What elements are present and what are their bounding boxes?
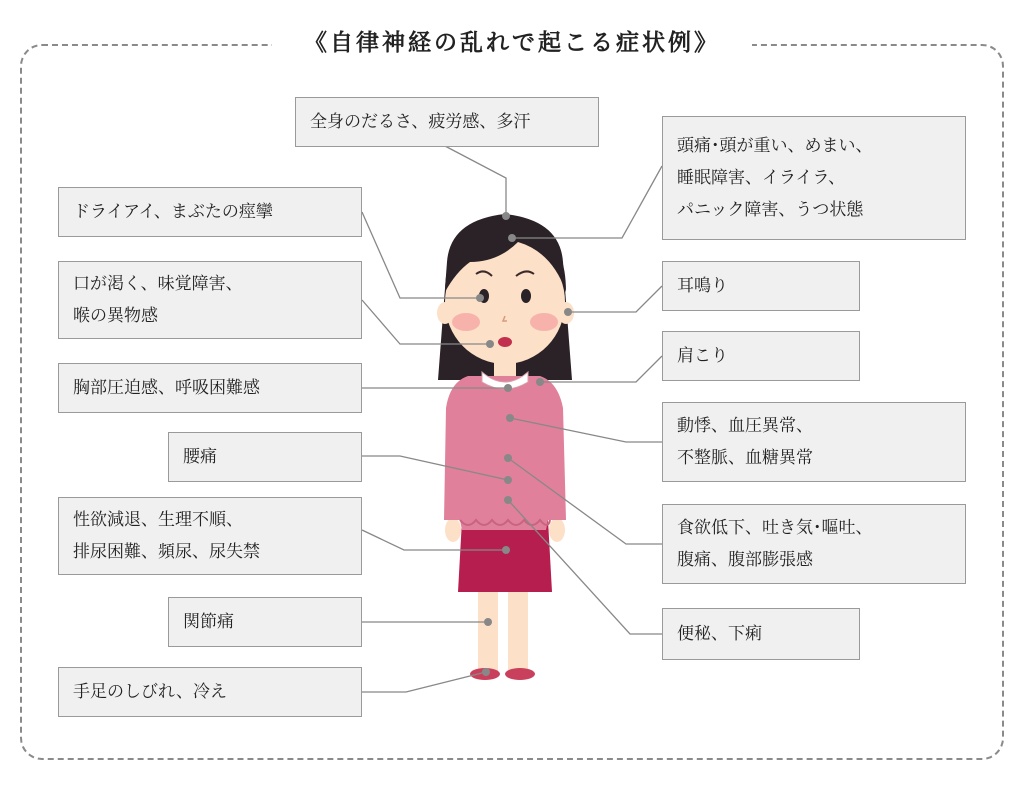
left-leg [478,590,498,672]
symptom-box-pelvis [58,497,362,575]
symptom-text: 頭痛･頭が重い、めまい、 [677,136,873,156]
symptom-box-limbs [58,667,362,717]
right-leg [508,590,528,672]
symptom-text: 睡眠障害、イライラ、 [677,168,846,188]
symptom-text: 腹痛、腹部膨張感 [677,550,813,570]
symptom-box-shoulders [662,331,860,381]
symptom-text: ドライアイ、まぶたの痙攣 [73,202,273,222]
left-hand [445,518,461,542]
symptom-text: 関節痛 [183,612,234,632]
symptom-box-lower-back [168,432,362,482]
line-ears [568,286,662,312]
right-cheek [530,313,558,331]
diagram-title: 《自律神経の乱れで起こる症状例》 [272,24,752,62]
sweater [444,376,566,530]
symptom-text: 胸部圧迫感、呼吸困難感 [73,378,260,398]
symptom-text: 不整脈、血糖異常 [677,448,813,468]
dot-mouth [486,340,494,348]
symptom-text: 便秘、下痢 [677,624,762,644]
symptom-text: 喉の異物感 [73,306,158,326]
line-limbs [362,672,486,692]
woman-illustration [437,214,574,680]
dot-eyes [476,294,484,302]
symptom-text: 動悸、血圧異常、 [677,416,813,436]
symptom-text: 耳鳴り [677,276,728,296]
symptom-text: 食欲低下、吐き気･嘔吐、 [677,518,873,538]
symptom-box-head [662,116,966,240]
dot-joints [484,618,492,626]
symptom-text: 口が渇く、味覚障害、 [73,274,243,294]
symptom-box-heart [662,402,966,482]
right-eye [521,289,531,303]
dot-whole-body [502,212,510,220]
line-whole-body [445,146,506,214]
dot-heart [506,414,514,422]
symptom-box-ears [662,261,860,311]
symptom-box-chest [58,363,362,413]
dot-ears [564,308,572,316]
dot-pelvis [502,546,510,554]
left-cheek [452,313,480,331]
symptom-box-eyes [58,187,362,237]
right-hand [549,518,565,542]
dot-shoulders [536,378,544,386]
dot-stomach [504,454,512,462]
right-shoe [505,668,535,680]
dot-lower-back [504,476,512,484]
skirt [458,520,552,592]
dot-head [508,234,516,242]
symptom-box-bowel [662,608,860,660]
symptom-text: 肩こり [677,346,728,366]
symptom-box-whole-body [295,97,599,147]
symptom-text: 腰痛 [183,447,217,467]
symptom-box-mouth [58,261,362,339]
mouth [498,337,512,347]
dot-limbs [482,668,490,676]
symptom-text: 全身のだるさ、疲労感、多汗 [310,112,531,132]
symptom-text: 性欲減退、生理不順、 [73,510,243,530]
symptom-text: 排尿困難、頻尿、尿失禁 [73,542,260,562]
symptom-box-joints [168,597,362,647]
symptom-text: 手足のしびれ、冷え [73,682,228,702]
dot-bowel [504,496,512,504]
dot-chest [504,384,512,392]
symptom-box-stomach [662,504,966,584]
symptom-text: パニック障害、うつ状態 [677,200,864,220]
